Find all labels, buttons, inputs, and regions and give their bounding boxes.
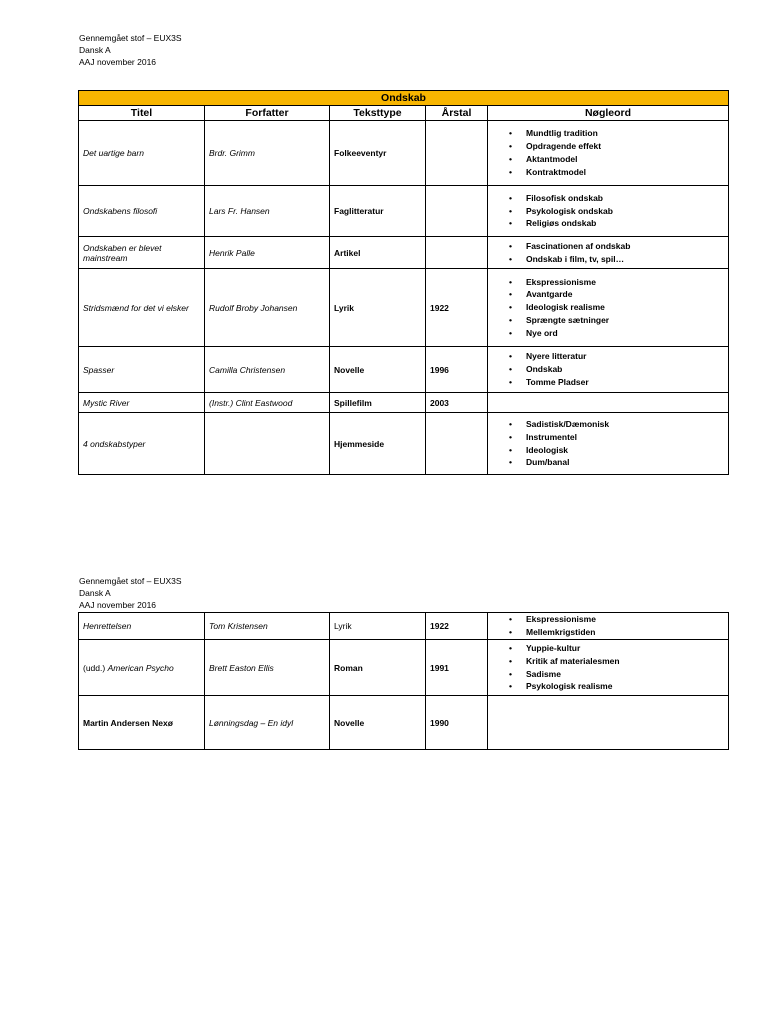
ondskab-table [78,90,729,475]
keyword-item: • Psykologisk ondskab [526,205,724,218]
author-cell: (Instr.) Clint Eastwood [205,393,330,413]
keywords-cell [488,393,729,413]
table-row [79,393,729,413]
header-subject: Dansk A [79,588,111,598]
continuation-table [78,612,729,750]
col-header-forfatter: Forfatter [205,106,330,121]
type-cell: Folkeeventyr [330,121,426,186]
table-row [79,347,729,393]
author-cell [205,413,330,475]
table-row [79,269,729,347]
title-cell: Mystic River [79,393,205,413]
keyword-item: • Fascinationen af ondskab [526,240,724,253]
table-row [79,640,729,696]
table-row [79,186,729,237]
keyword-item: • Religiøs ondskab [526,217,724,230]
title-prefix: (udd.) [83,662,108,673]
keyword-item: • Sadistisk/Dæmonisk [526,418,724,431]
keyword-list [492,613,724,639]
keyword-item: • Ideologisk [526,444,724,457]
title-cell: Ondskaben er blevet mainstream [79,237,205,269]
keywords-cell [488,237,729,269]
type-cell: Hjemmeside [330,413,426,475]
author-cell: Camilla Christensen [205,347,330,393]
type-cell: Lyrik [330,269,426,347]
header-subject: Dansk A [79,45,111,55]
year-cell: 2003 [426,393,488,413]
author-cell: Lønningsdag – En idyl [205,696,330,750]
table-row [79,696,729,750]
keyword-list [492,240,724,266]
keyword-item: • Nyere litteratur [526,350,724,363]
col-header-noegleord: Nøgleord [488,106,729,121]
title-cell [79,640,205,696]
title-cell: 4 ondskabstyper [79,413,205,475]
year-cell: 1991 [426,640,488,696]
title-cell: Ondskabens filosofi [79,186,205,237]
keyword-item: • Mundtlig tradition [526,127,724,140]
keywords-cell [488,413,729,475]
document-header [79,575,182,611]
keywords-cell [488,121,729,186]
keyword-item: • Ondskab i film, tv, spil… [526,253,724,266]
title-cell: Henrettelsen [79,613,205,640]
type-cell: Roman [330,640,426,696]
title-text: American Psycho [107,662,174,673]
keyword-item: • Sprængte sætninger [526,314,724,327]
keyword-list [492,276,724,340]
year-cell [426,121,488,186]
keyword-item: • Ekspressionisme [526,613,724,626]
keyword-item: • Instrumentel [526,431,724,444]
table-banner: Ondskab [79,91,729,106]
year-cell: 1922 [426,269,488,347]
keyword-list [492,127,724,178]
type-cell: Novelle [330,696,426,750]
keywords-cell [488,347,729,393]
keyword-item: • Kontraktmodel [526,166,724,179]
keyword-item: • Opdragende effekt [526,140,724,153]
type-cell: Lyrik [330,613,426,640]
title-cell: Spasser [79,347,205,393]
type-cell: Artikel [330,237,426,269]
keyword-item: • Ekspressionisme [526,276,724,289]
year-cell: 1922 [426,613,488,640]
header-date: AAJ november 2016 [79,600,157,610]
year-cell: 1996 [426,347,488,393]
keyword-list [492,418,724,469]
type-cell: Spillefilm [330,393,426,413]
keyword-item: • Ideologisk realisme [526,301,724,314]
keyword-item: • Psykologisk realisme [526,680,724,693]
header-course: Gennemgået stof – EUX3S [79,33,182,43]
keyword-item: • Nye ord [526,327,724,340]
keywords-cell [488,613,729,640]
keyword-item: • Aktantmodel [526,153,724,166]
type-cell: Faglitteratur [330,186,426,237]
keyword-item: • Dum/banal [526,456,724,469]
author-cell: Brett Easton Ellis [205,640,330,696]
title-cell: Det uartige barn [79,121,205,186]
author-cell: Rudolf Broby Johansen [205,269,330,347]
keyword-item: • Mellemkrigstiden [526,626,724,639]
table-row [79,413,729,475]
col-header-titel: Titel [79,106,205,121]
keyword-list [492,642,724,693]
author-cell: Lars Fr. Hansen [205,186,330,237]
keyword-item: • Yuppie-kultur [526,642,724,655]
keywords-cell [488,186,729,237]
keyword-item: • Kritik af materialesmen [526,655,724,668]
title-cell: Martin Andersen Nexø [79,696,205,750]
keyword-list [492,192,724,230]
col-header-aarstal: Årstal [426,106,488,121]
col-header-teksttype: Teksttype [330,106,426,121]
keyword-item: • Ondskab [526,363,724,376]
keyword-item: • Sadisme [526,668,724,681]
year-cell: 1990 [426,696,488,750]
type-cell: Novelle [330,347,426,393]
header-date: AAJ november 2016 [79,57,157,67]
keyword-item: • Avantgarde [526,288,724,301]
document-header [79,32,182,68]
author-cell: Henrik Palle [205,237,330,269]
keyword-item: • Tomme Pladser [526,376,724,389]
year-cell [426,186,488,237]
keywords-cell [488,269,729,347]
author-cell: Tom Kristensen [205,613,330,640]
keyword-item: • Filosofisk ondskab [526,192,724,205]
keywords-cell [488,696,729,750]
keyword-list [492,350,724,388]
year-cell [426,413,488,475]
keywords-cell [488,640,729,696]
year-cell [426,237,488,269]
title-cell: Stridsmænd for det vi elsker [79,269,205,347]
table-row [79,237,729,269]
author-cell: Brdr. Grimm [205,121,330,186]
table-row [79,613,729,640]
table-row [79,121,729,186]
header-course: Gennemgået stof – EUX3S [79,576,182,586]
